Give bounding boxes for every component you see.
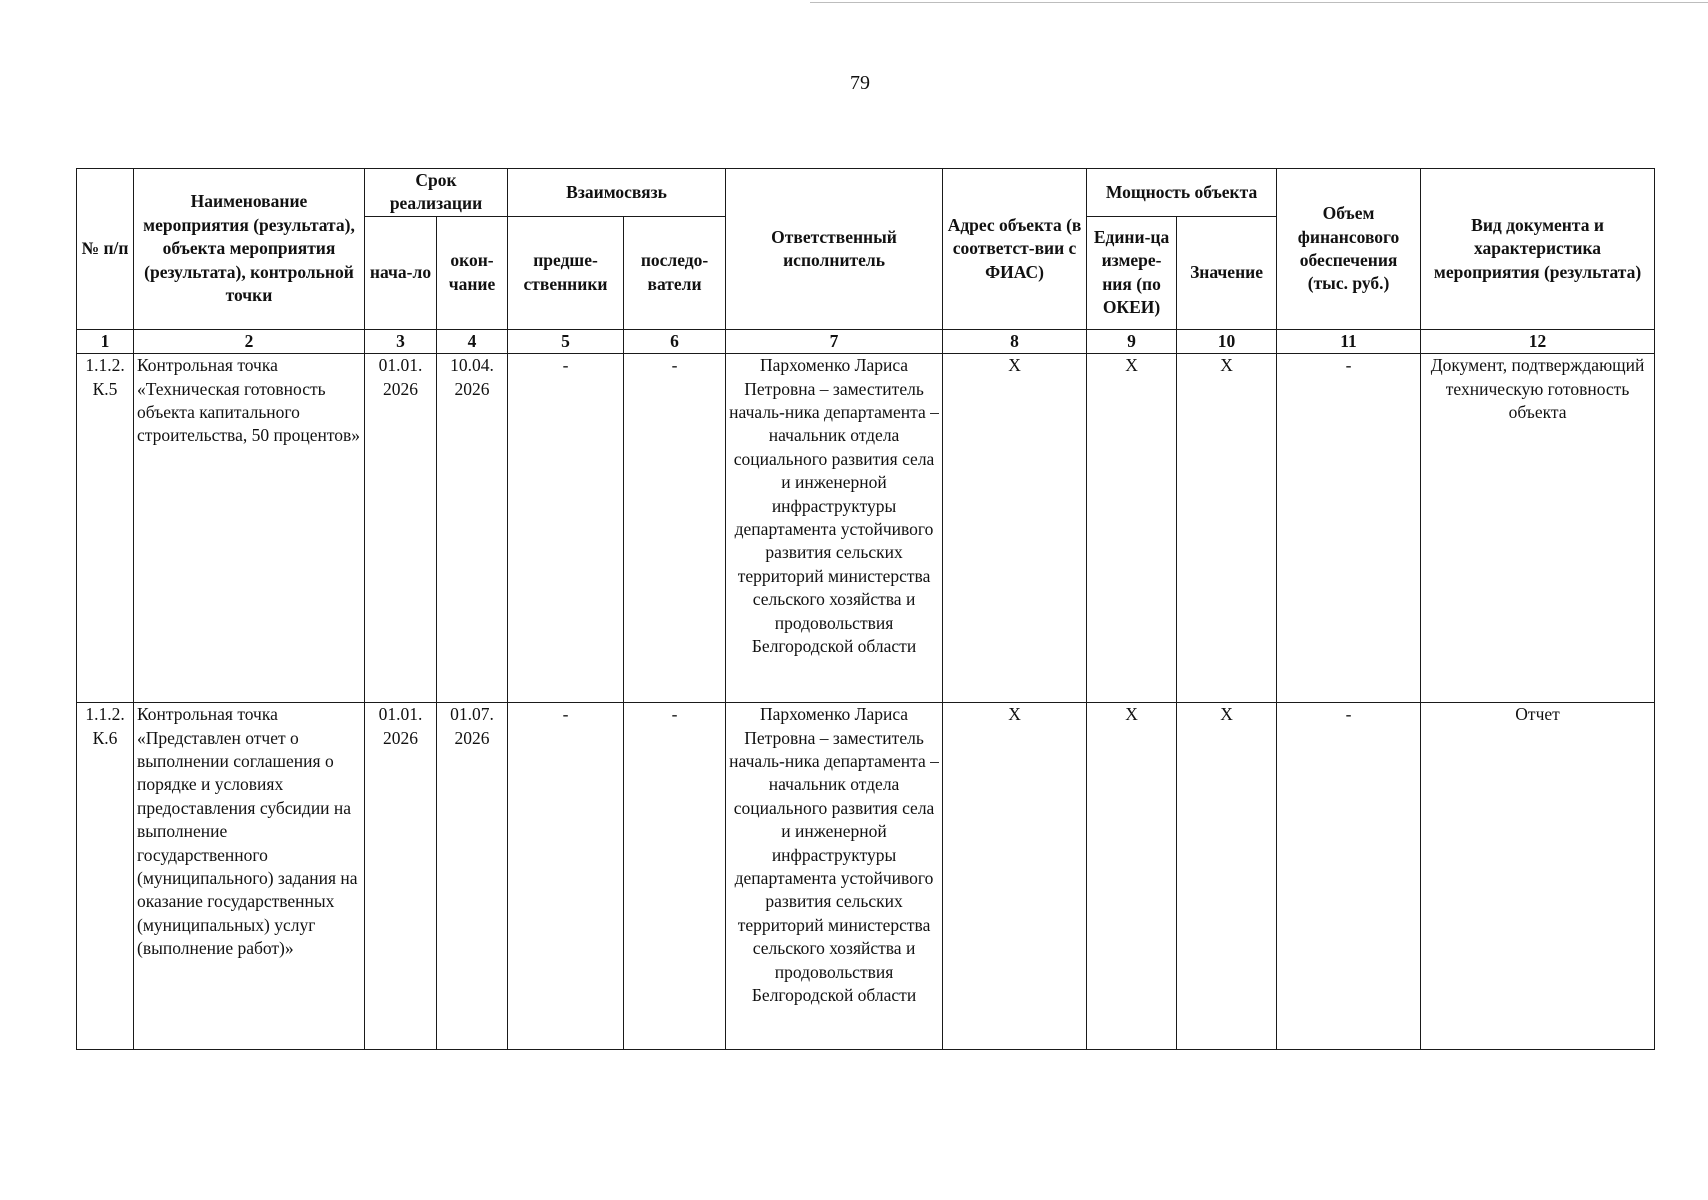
column-number: 6 [624, 329, 726, 353]
header-term-end: окон-чание [437, 216, 508, 329]
table-row [77, 354, 1655, 703]
column-number: 5 [508, 329, 624, 353]
scan-top-rule [810, 2, 1708, 3]
column-number: 4 [437, 329, 508, 353]
plan-table [76, 168, 1655, 1050]
column-number: 2 [134, 329, 365, 353]
column-number: 9 [1087, 329, 1177, 353]
column-number: 7 [726, 329, 943, 353]
column-number: 3 [365, 329, 437, 353]
cell-address: Х [943, 703, 1087, 1050]
cell-num: 1.1.2. К.6 [77, 703, 134, 1050]
cell-unit: Х [1087, 703, 1177, 1050]
header-unit: Едини-ца измере-ния (по ОКЕИ) [1087, 216, 1177, 329]
cell-start: 01.01. 2026 [365, 703, 437, 1050]
column-number: 8 [943, 329, 1087, 353]
header-doc: Вид документа и характеристика мероприятия (результата) [1421, 169, 1655, 330]
column-number: 1 [77, 329, 134, 353]
cell-executor: Пархоменко Лариса Петровна – заместитель началь-ника департамента – начальник отдела социального развития села и инженерной инфраструктуры департамента устойчивого развития сельских территорий министерства сельского хозяйства и продовольствия Белгородской области [726, 354, 943, 703]
header-funding: Объем финансового обеспечения (тыс. руб.) [1277, 169, 1421, 330]
header-capacity: Мощность объекта [1087, 169, 1277, 217]
column-number: 11 [1277, 329, 1421, 353]
cell-value: Х [1177, 354, 1277, 703]
cell-unit: Х [1087, 354, 1177, 703]
cell-doc: Документ, подтверждающий техническую готовность объекта [1421, 354, 1655, 703]
cell-executor: Пархоменко Лариса Петровна – заместитель началь-ника департамента – начальник отдела социального развития села и инженерной инфраструктуры департамента устойчивого развития сельских территорий министерства сельского хозяйства и продовольствия Белгородской области [726, 703, 943, 1050]
cell-next: - [624, 354, 726, 703]
header-value: Значение [1177, 216, 1277, 329]
header-row-1 [77, 169, 1655, 217]
cell-funding: - [1277, 354, 1421, 703]
cell-value: Х [1177, 703, 1277, 1050]
cell-address: Х [943, 354, 1087, 703]
column-number-row [77, 329, 1655, 353]
cell-name: Контрольная точка «Представлен отчет о выполнении соглашения о порядке и условиях предоставления субсидии на выполнение государственного (муниципального) задания на оказание государственных (муниципальных) услуг (выполнение работ)» [134, 703, 365, 1050]
cell-end: 01.07. 2026 [437, 703, 508, 1050]
cell-next: - [624, 703, 726, 1050]
table-row [77, 703, 1655, 1050]
cell-num: 1.1.2. К.5 [77, 354, 134, 703]
cell-funding: - [1277, 703, 1421, 1050]
cell-start: 01.01. 2026 [365, 354, 437, 703]
header-link: Взаимосвязь [508, 169, 726, 217]
cell-doc: Отчет [1421, 703, 1655, 1050]
cell-prev: - [508, 354, 624, 703]
column-number: 10 [1177, 329, 1277, 353]
header-term-start: нача-ло [365, 216, 437, 329]
cell-name: Контрольная точка «Техническая готовность объекта капитального строительства, 50 процентов» [134, 354, 365, 703]
header-term: Срок реализации [365, 169, 508, 217]
header-executor: Ответственный исполнитель [726, 169, 943, 330]
header-link-prev: предше-ственники [508, 216, 624, 329]
cell-prev: - [508, 703, 624, 1050]
page-number: 79 [850, 72, 870, 94]
header-address: Адрес объекта (в соответст-вии с ФИАС) [943, 169, 1087, 330]
column-number: 12 [1421, 329, 1655, 353]
cell-end: 10.04. 2026 [437, 354, 508, 703]
header-num: № п/п [77, 169, 134, 330]
header-name: Наименование мероприятия (результата), объекта мероприятия (результата), контрольной точки [134, 169, 365, 330]
header-link-next: последо-ватели [624, 216, 726, 329]
